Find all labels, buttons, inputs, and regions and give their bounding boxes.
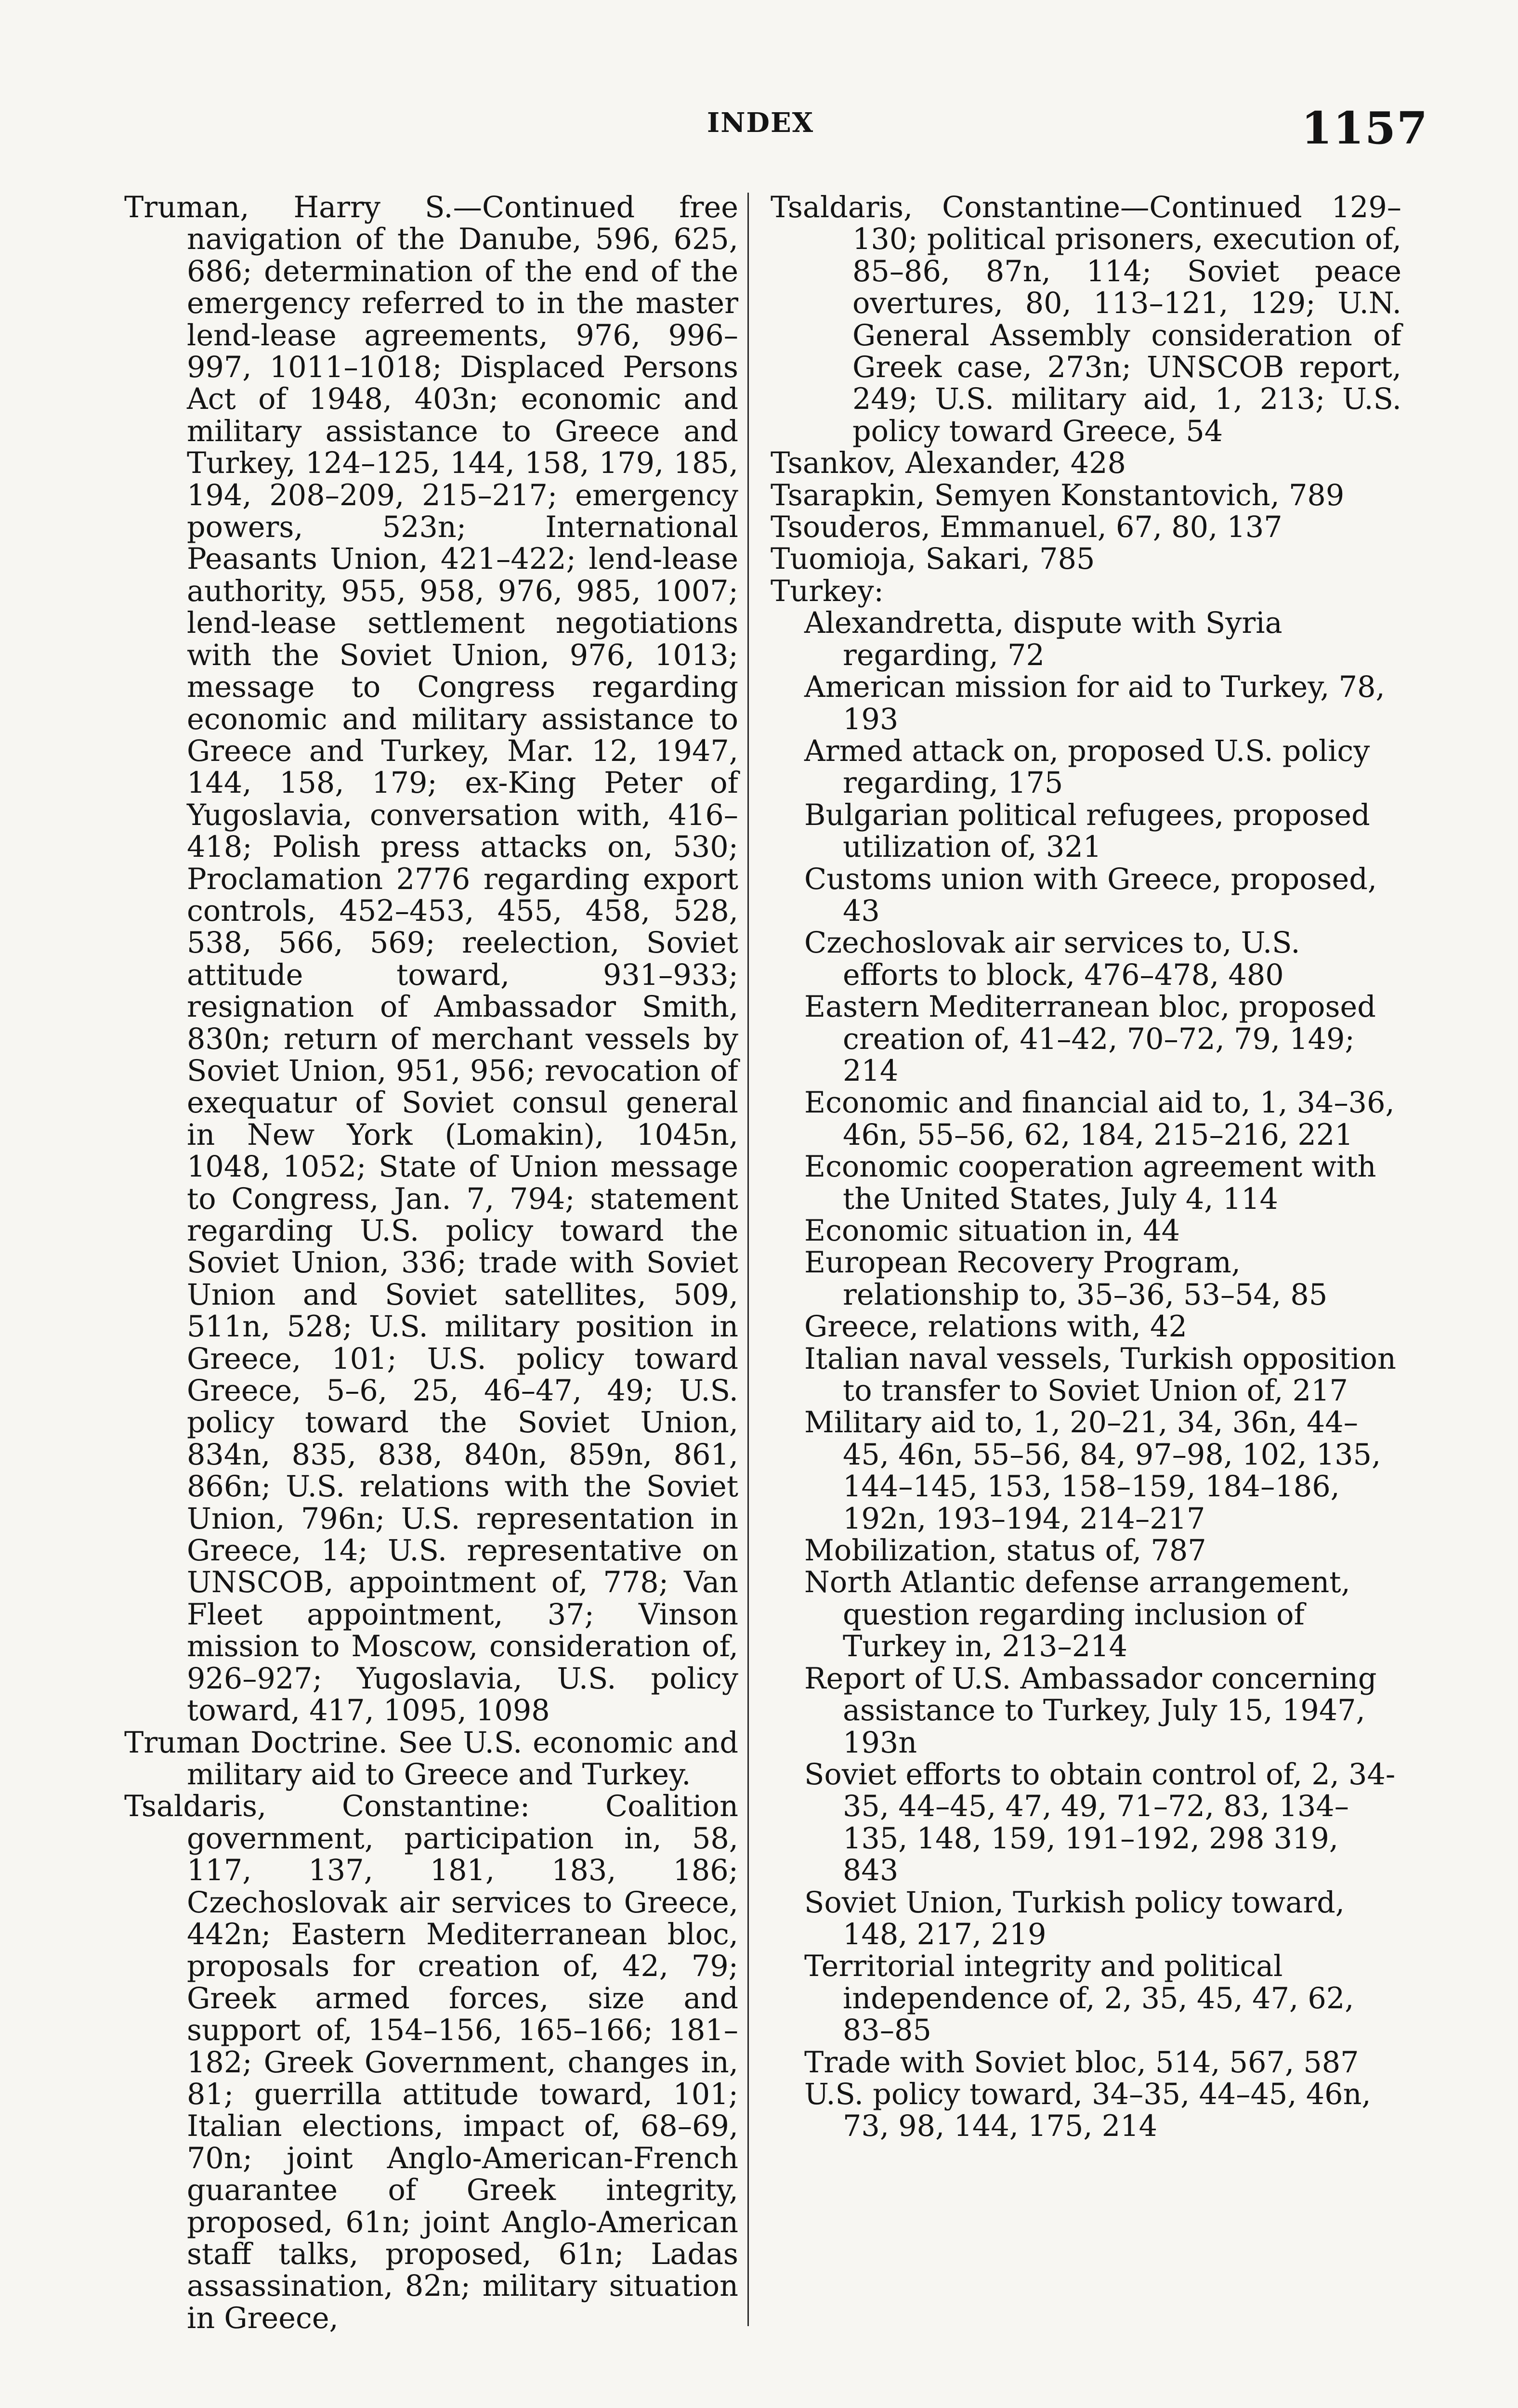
turkey-subentry: Economic and financial aid to, 1, 34–36, 46n, 55–56, 62, 184, 215–216, 221 [804, 1086, 1395, 1152]
turkey-subentry: North Atlantic defense arrangement, question regarding inclusion of Turkey in, 213–214 [804, 1566, 1350, 1664]
turkey-subentry: American mission for aid to Turkey, 78, 193 [804, 670, 1385, 736]
index-entry-tsaldaris: Tsaldaris, Constantine: Coalition government, participation in, 58, 117, 137, 181, 183, 186; Czechoslovak air services to Greece, 442n; Eastern Mediterranean bloc, proposals for creation of, 42, 79; Greek armed forces, size and support of, 154–156, 165–166; 181–182; Greek Government, changes in, 81; guerrilla attitude toward, 101; Italian elections, impact of, 68–69, 70n; joint Anglo-American-French guarantee of Greek integrity, proposed, 61n; joint Anglo-American staff talks, proposed, 61n; Ladas assassination, 82n; military situation in Greece, [124, 1790, 738, 2335]
turkey-subentry: Greece, relations with, 42 [804, 1310, 1187, 1344]
turkey-subentry: Soviet efforts to obtain control of, 2, 34-35, 44–45, 47, 49, 71–72, 83, 134–135, 148, 159, 191–192, 298 319, 843 [804, 1757, 1396, 1888]
turkey-subentry: European Recovery Program, relationship to, 35–36, 53–54, 85 [804, 1246, 1328, 1312]
index-entry-turkey: Turkey: [771, 574, 884, 608]
index-entry-tsaldaris-continued: Tsaldaris, Constantine—Continued 129–130; political prisoners, execution of, 85–86, 87n, 114; Soviet peace overtures, 80, 113–121, 129; U.N. General Assembly consideration of Greek case, 273n; UNSCOB report, 249; U.S. military aid, 1, 213; U.S. policy toward Greece, 54 [771, 191, 1401, 448]
turkey-subentry: Mobilization, status of, 787 [804, 1534, 1206, 1568]
left-column [105, 192, 738, 2334]
index-entry-tuomioja: Tuomioja, Sakari, 785 [771, 542, 1095, 576]
turkey-subentry: Report of U.S. Ambassador concerning assistance to Turkey, July 15, 1947, 193n [804, 1662, 1377, 1760]
turkey-subentry: Armed attack on, proposed U.S. policy regarding, 175 [804, 734, 1370, 800]
turkey-subentry: Military aid to, 1, 20–21, 34, 36n, 44–45, 46n, 55–56, 84, 97–98, 102, 135, 144–145, 153, 158–159, 184–186, 192n, 193–194, 214–217 [804, 1406, 1381, 1536]
turkey-subentry: Soviet Union, Turkish policy toward, 148, 217, 219 [804, 1885, 1345, 1951]
turkey-subentry: Italian naval vessels, Turkish opposition to transfer to Soviet Union of, 217 [804, 1342, 1396, 1408]
index-entry-tsankov: Tsankov, Alexander, 428 [771, 446, 1126, 481]
turkey-subentry: Trade with Soviet bloc, 514, 567, 587 [804, 2045, 1359, 2080]
right-column [771, 192, 1401, 2143]
turkey-subentry: Alexandretta, dispute with Syria regarding, 72 [804, 606, 1282, 672]
running-head: INDEX [707, 107, 814, 139]
turkey-subentry: Customs union with Greece, proposed, 43 [804, 862, 1377, 928]
turkey-subentry: Czechoslovak air services to, U.S. efforts to block, 476–478, 480 [804, 926, 1300, 992]
turkey-subentry: Economic situation in, 44 [804, 1214, 1180, 1248]
column-divider [747, 193, 749, 2326]
index-entry-truman: Truman, Harry S.—Continued free navigation of the Danube, 596, 625, 686; determination of the end of the emergency referred to in the master lend-lease agreements, 976, 996–997, 1011–1018; Displaced Persons Act of 1948, 403n; economic and military assistance to Greece and Turkey, 124–125, 144, 158, 179, 185, 194, 208–209, 215–217; emergency powers, 523n; International Peasants Union, 421–422; lend-lease authority, 955, 958, 976, 985, 1007; lend-lease settlement negotiations with the Soviet Union, 976, 1013; message to Congress regarding economic and military assistance to Greece and Turkey, Mar. 12, 1947, 144, 158, 179; ex-King Peter of Yugoslavia, conversation with, 416–418; Polish press attacks on, 530; Proclamation 2776 regarding export controls, 452–453, 455, 458, 528, 538, 566, 569; reelection, Soviet attitude toward, 931–933; resignation of Ambassador Smith, 830n; return of merchant vessels by Soviet Union, 951, 956; revocation of exequatur of Soviet consul general in New York (Lomakin), 1045n, 1048, 1052; State of Union message to Congress, Jan. 7, 794; statement regarding U.S. policy toward the Soviet Union, 336; trade with Soviet Union and Soviet satellites, 509, 511n, 528; U.S. military position in Greece, 101; U.S. policy toward Greece, 5–6, 25, 46–47, 49; U.S. policy toward the Soviet Union, 834n, 835, 838, 840n, 859n, 861, 866n; U.S. relations with the Soviet Union, 796n; U.S. representation in Greece, 14; U.S. representative on UNSCOB, appointment of, 778; Van Fleet appointment, 37; Vinson mission to Moscow, consideration of, 926–927; Yugoslavia, U.S. policy toward, 417, 1095, 1098 [124, 191, 738, 1728]
turkey-subentry: Territorial integrity and political independence of, 2, 35, 45, 47, 62, 83–85 [804, 1950, 1354, 2048]
turkey-subentry: Bulgarian political refugees, proposed utilization of, 321 [804, 798, 1370, 864]
turkey-subentry: Eastern Mediterranean bloc, proposed creation of, 41–42, 70–72, 79, 149; 214 [804, 990, 1376, 1088]
turkey-subentry: U.S. policy toward, 34–35, 44–45, 46n, 73, 98, 144, 175, 214 [804, 2077, 1371, 2144]
page-number: 1157 [1301, 102, 1429, 154]
index-entry-tsouderos: Tsouderos, Emmanuel, 67, 80, 137 [771, 510, 1282, 545]
turkey-subentry: Economic cooperation agreement with the United States, July 4, 114 [804, 1150, 1376, 1216]
index-entry-tsarapkin: Tsarapkin, Semyen Konstantovich, 789 [771, 478, 1345, 512]
index-entry-truman-doctrine: Truman Doctrine. See U.S. economic and military aid to Greece and Turkey. [124, 1726, 738, 1792]
